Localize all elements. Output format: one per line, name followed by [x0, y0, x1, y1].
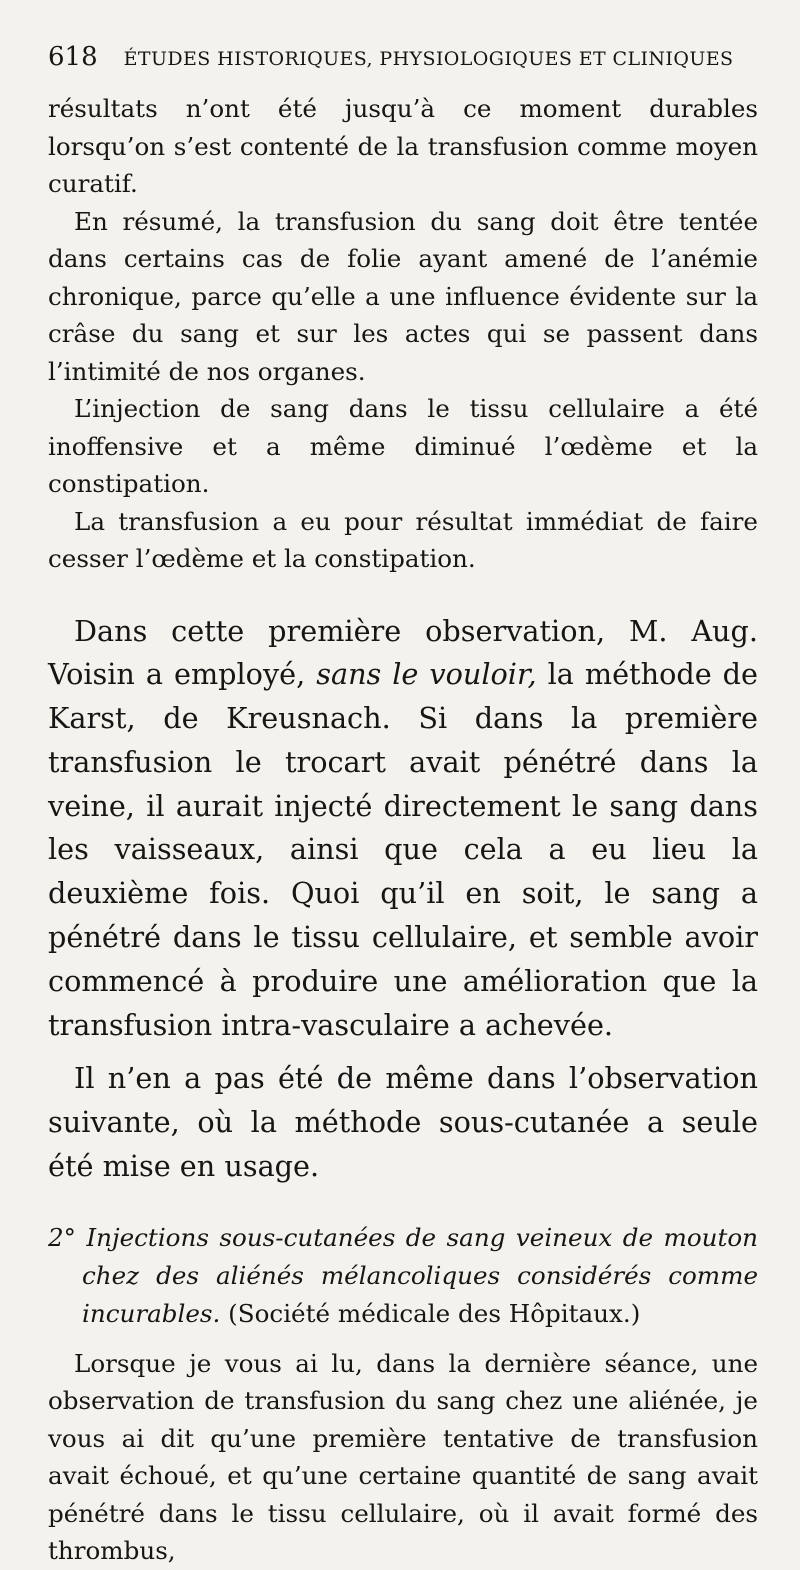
section-heading	[48, 1219, 758, 1333]
paragraph-following-observation: Il n’en a pas été de même dans l’observation suivante, où la méthode sous-cutanée a seule été mise en usage.	[48, 1061, 758, 1184]
section-number: 2°	[48, 1222, 76, 1252]
p5-text-before: Dans cette première observation, M. Aug. Voisin a employé,	[48, 613, 758, 692]
p5-text-after: la méthode de Karst, de Kreusnach. Si dans la première transfusion le trocart avait pénétré dans la veine, il aurait injecté directement le sang dans les vaisseaux, ainsi que cela a eu lieu la deuxième fois. Quoi qu’il en soit, le sang a pénétré dans le tissu cellulaire, et semble avoir commencé à produire une amélioration que la transfusion intra-vasculaire a achevée.	[48, 657, 758, 1042]
paragraph-reading: Lorsque je vous ai lu, dans la dernière séance, une observation de transfusion du sang chez une aliénée, je vous ai dit qu’une première tentative de transfusion avait échoué, et qu’une certaine quantité de sang avait pénétré dans le tissu cellulaire, où il avait formé des thrombus,	[48, 1348, 758, 1566]
paragraph-first-observation	[48, 610, 758, 1048]
paragraph-transfusion-result: La transfusion a eu pour résultat immédiat de faire cesser l’œdème et la constipation.	[48, 506, 758, 573]
page-number: 618	[48, 42, 98, 72]
section-source: (Société médicale des Hôpitaux.)	[228, 1298, 641, 1328]
section-title: Injections sous-cutanées de sang veineux de mouton chez des aliénés mélancoliques considérés comme incurables.	[82, 1222, 758, 1328]
running-title: ÉTUDES HISTORIQUES, PHYSIOLOGIQUES ET CLINIQUES	[123, 48, 734, 70]
p5-italic-phrase: sans le vouloir,	[316, 657, 537, 692]
paragraph-injection: L’injection de sang dans le tissu cellulaire a été inoffensive et a même diminué l’œdème et la constipation.	[48, 394, 758, 498]
paragraph-summary: En résumé, la transfusion du sang doit être tentée dans certains cas de folie ayant amené de l’anémie chronique, parce qu’elle a une influence évidente sur la crâse du sang et sur les actes qui se passent dans l’intimité de nos organes.	[48, 206, 758, 386]
paragraph-continuation: résultats n’ont été jusqu’à ce moment durables lorsqu’on s’est contenté de la transfusion comme moyen curatif.	[48, 94, 758, 198]
running-header	[48, 42, 758, 82]
